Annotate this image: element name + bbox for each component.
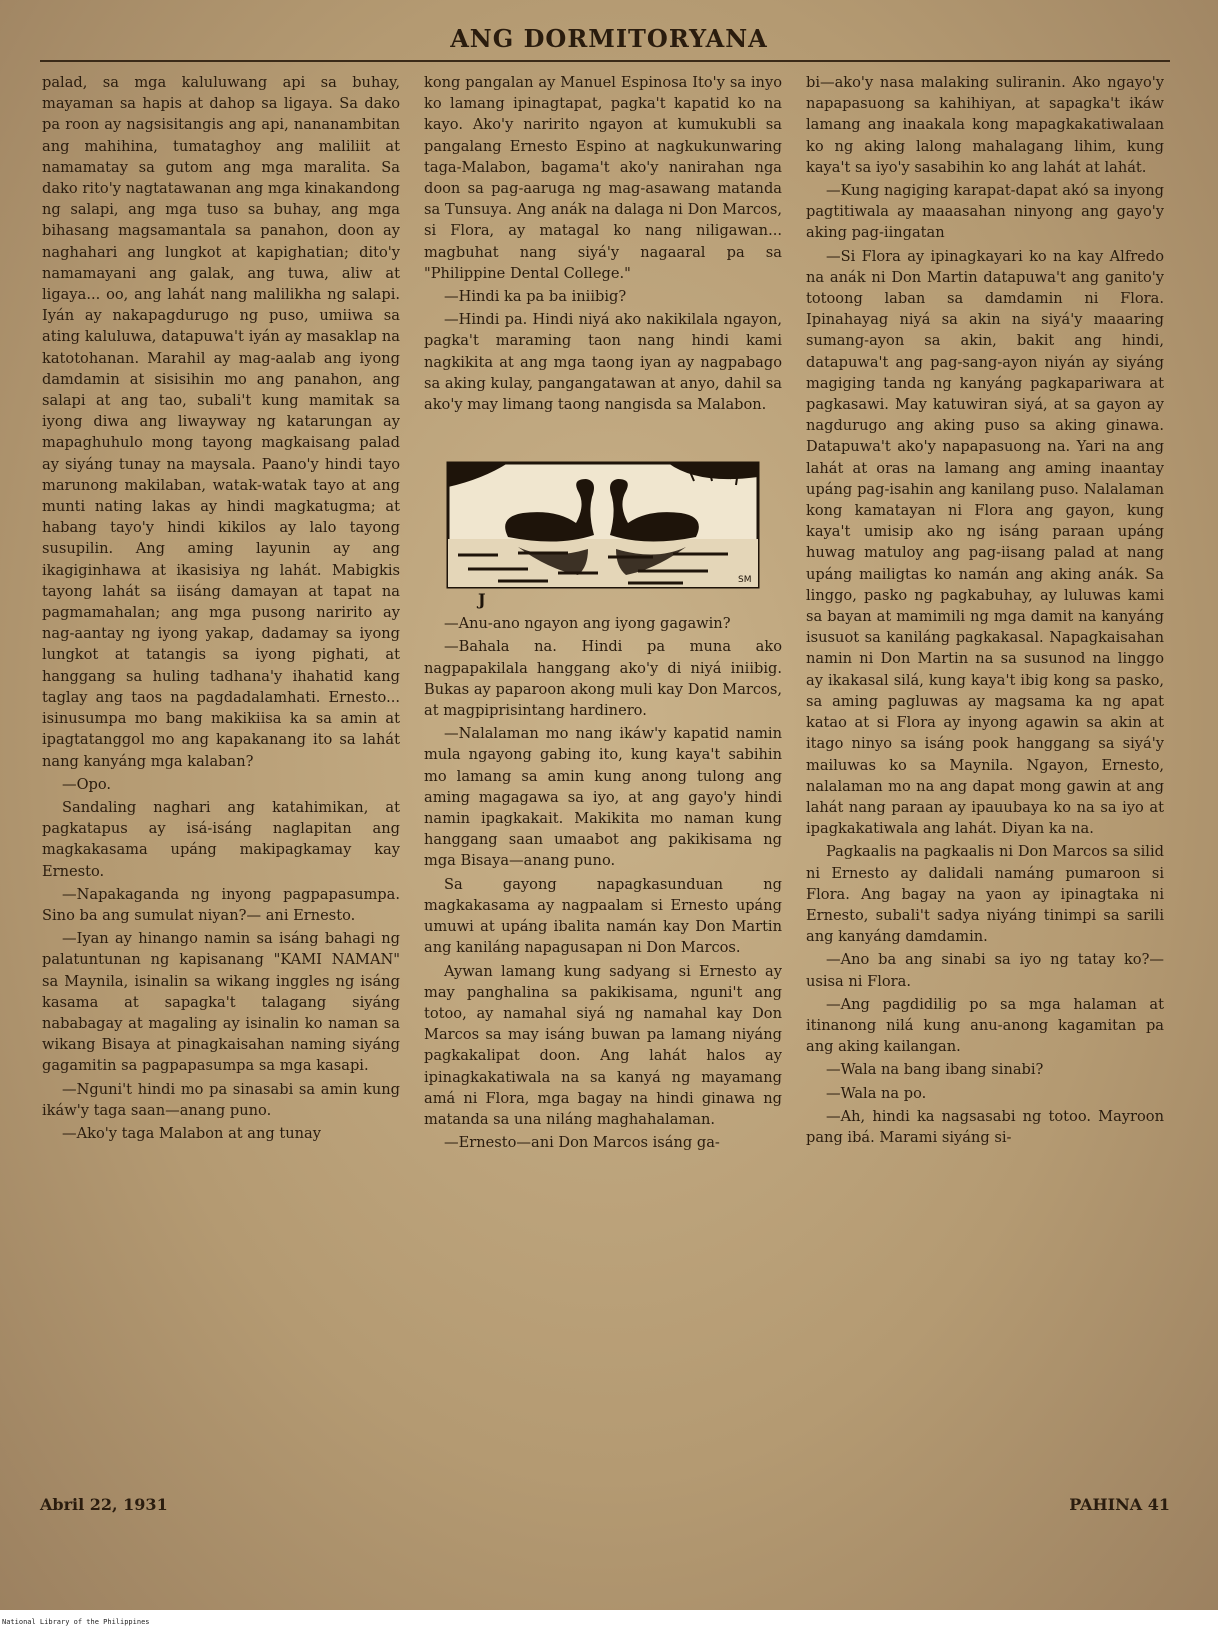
paragraph: —Kung nagiging karapat-dapat akó sa inyong pagtitiwala ay maaasahan ninyong ang gayo'y aking pag-iingatan xyxy=(806,182,1164,242)
paragraph: —Nguni't hindi mo pa sinasabi sa amin kung ikáw'y taga saan—anang puno. xyxy=(42,1080,400,1119)
swan-illustration xyxy=(438,457,768,609)
page-title: ANG DORMITORYANA xyxy=(450,24,768,53)
paragraph: —Iyan ay hinango namin sa isáng bahagi ng palatuntunan ng kapisanang "KAMI NAMAN" sa Maynila, isinalin sa wikang inggles ng isáng kasama at sapagka't talagang siyáng nababagay at magaling ay isinalin ko naman sa wikang Bisaya at pinagkaisahan naming siyáng gagamitin sa pagpapasumpa sa mga kasapi. xyxy=(42,930,400,1075)
paragraph: —Hindi pa. Hindi niyá ako nakikilala ngayon, pagka't maraming taon nang hindi kami nagkikita at ang mga taong iyan ay nagpabago sa aking kulay, pangangatawan at anyo, dahil sa ako'y may limang taong nangisda sa Malabon. xyxy=(424,311,782,414)
paragraph: —Ako'y taga Malabon at ang tunay xyxy=(62,1124,321,1142)
paragraph: —Opo. xyxy=(62,775,112,793)
issue-date: Abril 22, 1931 xyxy=(40,1495,168,1514)
paragraph: —Bahala na. Hindi pa muna ako nagpapakilala hanggang ako'y di niyá iniibig. Bukas ay paparoon akong muli kay Don Marcos, at magpiprisintang hardinero. xyxy=(424,638,782,720)
swan-woodcut xyxy=(438,457,768,609)
paragraph: Sa gayong napagkasunduan ng magkakasama ay nagpaalam si Ernesto upáng umuwi at upáng ibalita namán kay Don Martin ang kaniláng napagusapan ni Don Marcos. xyxy=(424,875,782,957)
paragraph: palad, sa mga kaluluwang api sa buhay, mayaman sa hapis at dahop sa ligaya. Sa dako pa roon ay nagsisitangis ang api, nananambitan ang mahihina, tumataghoy ang maliliit at namamatay sa gutom ang mga maralita. Sa dako rito'y nagtatawanan ang mga kinakandong ng salapi, ang mga tuso sa buhay, ang mga bihasang magsamantala sa panahon, doon ay naghahari ang lungkot at kapighatian; dito'y namamayani ang galak, ang tuwa, aliw at ligaya... oo, ang lahát nang malilikha ng salapi. Iyán ay nakapagdurugo ng puso, umiiwa sa ating kaluluwa, datapuwa't iyán ay masaklap na katotohanan. Marahil ay mag-aalab ang iyong damdamin at sisisihin mo ang panahon, ang salapi at ang tao, subali't kung mamitak sa iyong diwa ang liwayway ng katarungan ay mapaghuhulo mong tayong magkaisang palad ay siyáng tunay na maysala. Paano'y hindi tayo marunong makilaban, watak-watak tayo at ang munti nating lakas ay hindi magkatugma; at habang tayo'y hindi kikilos ay lalo tayong susupilin. Ang aming layunin ay ang ikagiginhawa at ikasisiya ng lahát. Mabigkis tayong lahát sa iisáng damayan at tapat na pagmamahalan; ang mga pusong naririto ay nag-aantay ng iyong yakap, dadamay sa iyong lungkot at tatangis sa iyong pighati, at hanggang sa huling tadhana'y ihahatid kang taglay ang taos na pagdadalamhati. Ernesto... isinusumpa mo bang makikiisa ka sa amin at ipagtatanggol mo ang kapakanang ito sa lahát nang kanyáng mga kalaban? xyxy=(42,74,400,770)
text-column-3 xyxy=(806,72,1164,1482)
scan-credit: National Library of the Philippines xyxy=(2,1618,150,1626)
header-divider xyxy=(40,60,1170,62)
paragraph: —Ernesto—ani Don Marcos isáng ga- xyxy=(444,1134,720,1152)
paragraph: —Hindi ka pa ba iniibig? xyxy=(444,288,627,306)
paragraph: —Nalalaman mo nang ikáw'y kapatid namin mula ngayong gabing ito, kung kaya't sabihin mo lamang sa amin kung anong tulong ang aming magagawa sa iyo, at ang gayo'y hindi namin ipagkakait. Makikita mo naman kung hanggang saan umaabot ang pakikisama ng mga Bisaya—anang puno. xyxy=(424,725,782,870)
illustration-mark: J xyxy=(478,590,486,610)
paragraph: —Napakaganda ng inyong pagpapasumpa. Sino ba ang sumulat niyan?— ani Ernesto. xyxy=(42,885,400,924)
paragraph: —Ano ba ang sinabi sa iyo ng tatay ko?—usisa ni Flora. xyxy=(806,951,1164,990)
scan-credit-strip xyxy=(0,1610,1218,1628)
water xyxy=(448,539,758,587)
paragraph: —Ang pagdidilig po sa mga halaman at itinanong nilá kung anu-anong kagamitan pa ang aking kailangan. xyxy=(806,995,1164,1056)
paragraph: Sandaling naghari ang katahimikan, at pagkatapus ay isá-isáng naglapitan ang magkakasama upáng makipagkamay kay Ernesto. xyxy=(42,798,400,880)
paragraph: —Anu-ano ngayon ang iyong gagawin? xyxy=(444,615,731,633)
page-number: PAHINA 41 xyxy=(1069,1495,1170,1514)
artist-initials: SM xyxy=(738,575,752,586)
text-column-1 xyxy=(42,72,400,1482)
paragraph: —Wala na po. xyxy=(826,1084,927,1102)
text-column-2 xyxy=(424,72,782,1482)
paragraph: Pagkaalis na pagkaalis ni Don Marcos sa silid ni Ernesto ay dalidali namáng pumaroon si Flora. Ang bagay na yaon ay ipinagtaka ni Ernesto, subali't sadya niyáng tinimpi sa sarili ang kanyáng damdamin. xyxy=(806,843,1164,946)
paragraph: —Wala na bang ibang sinabi? xyxy=(826,1061,1044,1079)
paragraph: —Si Flora ay ipinagkayari ko na kay Alfredo na anák ni Don Martin datapuwa't ang ganito'y totoong laban sa damdamin ni Flora. Ipinahayag niyá sa akin na siyá'y maaaring sumang-ayon sa akin, bakit ang hindi, datapuwa't ang pag-sang-ayon niyán ay siyáng magiging tanda ng kanyáng pagkapariwara at pagkasawi. May katuwiran siyá, at sa gayon ay nagdurugo ang aking puso sa aking ginawa. Datapuwa't ako'y napapasuong na. Yari na ang lahát at oras na lamang ang aming inaantay upáng pag-isahin ang kanilang puso. Nalalaman kong kamatayan ni Flora ang gayon, kung kaya't umisip ako ng isáng paraan upáng huwag matuloy ang pag-iisang palad at nang upáng mailigtas ko namán ang aking anák. Sa linggo, pasko ng pagkabuhay, ay luluwas kami sa bayan at mamimili ng mga damit na kanyáng isusuot sa kaniláng pagkakasal. Napagkaisahan namin ni Don Martin na sa susunod na linggo ay ikakasal silá, kung kaya't ibig kong sa pasko, sa aming pagluwas ay magsama ka ng apat katao at si Flora ay inyong agawin sa akin at itago ninyo sa isáng pook hanggang sa siyá'y mailuwas ko sa Maynila. Ngayon, Ernesto, nalalaman mo na ang dapat mong gawin at ang lahát nang paraan ay ipauubaya ko na sa iyo at ipagkakatiwala ang lahát. Diyan ka na. xyxy=(806,247,1164,838)
paragraph: kong pangalan ay Manuel Espinosa Ito'y sa inyo ko lamang ipinagtapat, pagka't kapatid ko na kayo. Ako'y naririto ngayon at kumukubli sa pangalang Ernesto Espino at nagkukunwaring taga-Malabon, bagama't ako'y nanirahan nga doon sa pag-aaruga ng mag-asawang matanda sa Tunsuya. Ang anák na dalaga ni Don Marcos, si Flora, ay matagal ko nang niligawan... magbuhat nang siyá'y nagaaral pa sa "Philippine Dental College." xyxy=(424,74,782,282)
paragraph: Aywan lamang kung sadyang si Ernesto ay may panghalina sa pakikisama, nguni't ang totoo, ay namahal siyá ng namahal kay Don Marcos sa may isáng buwan pa lamang niyáng pagkakalipat doon. Ang lahát halos ay ipinagkakatiwala na sa kanyá ng mayamang amá ni Flora, mga bagay na hindi ginawa ng matanda sa una niláng maghahalaman. xyxy=(424,962,782,1128)
paragraph: bi—ako'y nasa malaking suliranin. Ako ngayo'y napapasuong sa kahihiyan, at sapagka't ikáw lamang ang inaakala kong mapagkakatiwalaan ko ng aking lalong mahalagang lihim, kung kaya't sa iyo'y sasabihin ko ang lahát at lahát. xyxy=(806,74,1164,176)
paragraph: —Ah, hindi ka nagsasabi ng totoo. Mayroon pang ibá. Marami siyáng si- xyxy=(806,1107,1164,1146)
